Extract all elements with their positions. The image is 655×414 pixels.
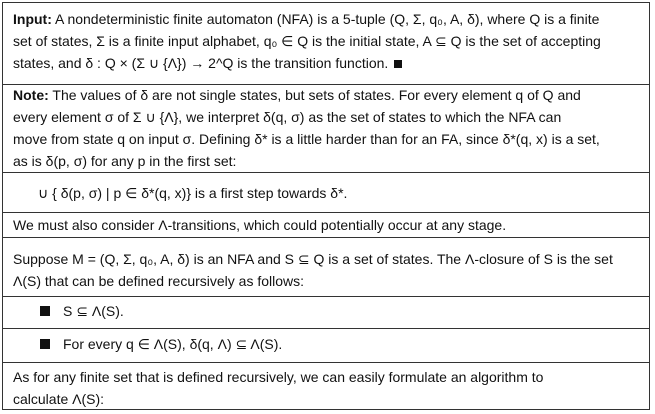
note-line-4: as is δ(p, σ) for any p in the first set: — [13, 153, 237, 169]
bullet-item-2: For every q ∈ Λ(S), δ(q, Λ) ⊆ Λ(S). — [63, 336, 283, 352]
definition-line-3: states, and δ : Q × (Σ ∪ {Λ}) → 2^Q is the transition function. — [13, 52, 643, 74]
note-line-2: every element σ of Σ ∪ {Λ}, we interpret δ(q, σ) as the set of states to which the NFA can — [13, 109, 562, 125]
closure-definition-line-2: Λ(S) that can be defined recursively as follows: — [13, 273, 305, 289]
bullet-marker — [40, 306, 50, 316]
section-divider — [2, 296, 650, 297]
bullet-marker — [40, 339, 50, 349]
section-divider — [2, 212, 650, 213]
lambda-transitions-note: We must also consider Λ-transitions, which could potentially occur at any stage. — [13, 217, 507, 233]
section-divider — [2, 362, 650, 363]
definition-line-2: set of states, Σ is a finite input alphabet, q₀ ∈ Q is the initial state, A ⊆ Q is the set of accepting — [13, 33, 601, 49]
definition-line-1: Input: A nondeterministic finite automaton (NFA) is a 5-tuple (Q, Σ, q₀, A, δ), where Q is a finite — [13, 11, 600, 27]
formula-line: ∪ { δ(p, σ) | p ∈ δ*(q, x)} is a first step towards δ*. — [38, 185, 348, 201]
note-label: Note: — [13, 87, 49, 103]
closure-definition-line-1: Suppose M = (Q, Σ, q₀, A, δ) is an NFA and S ⊆ Q is a set of states. The Λ-closure of S is the set — [13, 251, 613, 267]
closing-line-1: As for any finite set that is defined recursively, we can easily formulate an algorithm to — [13, 369, 544, 385]
end-of-definition-mark — [394, 60, 402, 68]
definition-label: Input: — [13, 11, 52, 27]
section-divider — [2, 328, 650, 329]
section-divider — [2, 172, 650, 173]
note-line-1: Note: The values of δ are not single states, but sets of states. For every element q of Q and — [13, 87, 581, 103]
section-divider — [2, 237, 650, 238]
note-line-3: move from state q on input σ. Defining δ* is a little harder than for an FA, since δ*(q, x) is a set, — [13, 131, 600, 147]
closing-line-2: calculate Λ(S): — [13, 391, 105, 407]
bullet-item-1: S ⊆ Λ(S). — [63, 303, 124, 319]
